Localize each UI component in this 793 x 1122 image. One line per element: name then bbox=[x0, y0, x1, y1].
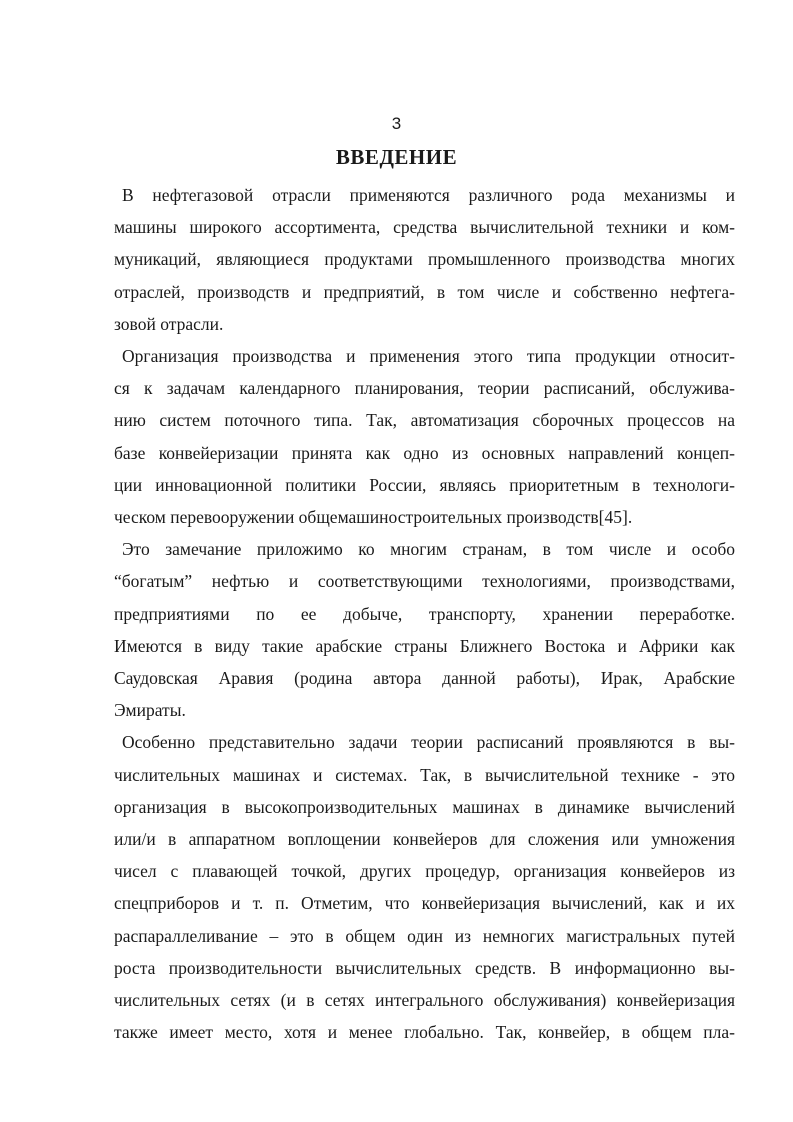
paragraph-3-line: Саудовская Аравия (родина автора данной работы), Ирак, Арабские bbox=[114, 668, 735, 688]
paragraph-2-line: базе конвейеризации принята как одно из основных направлений концеп- bbox=[114, 442, 735, 463]
paragraph-1-line: машины широкого ассортимента, средства вычислительной техники и ком- bbox=[114, 217, 735, 238]
paragraph-3-line: “богатым” нефтью и соответствующими технологиями, производствами, bbox=[114, 571, 735, 592]
paragraph-4-line: числительных сетях (и в сетях интегрального обслуживания) конвейеризация bbox=[114, 990, 735, 1010]
paragraph-2-line: ся к задачам календарного планирования, теории расписаний, обслужива- bbox=[114, 378, 735, 399]
paragraph-3-line: Имеются в виду такие арабские страны Ближнего Востока и Африки как bbox=[114, 635, 735, 656]
paragraph-2-line: нию систем поточного типа. Так, автоматизация сборочных процессов на bbox=[114, 410, 735, 431]
section-heading: ВВЕДЕНИЕ bbox=[335, 145, 458, 169]
paragraph-4-line: числительных машинах и системах. Так, в вычислительной технике - это bbox=[114, 764, 735, 785]
paragraph-2-line: ции инновационной политики России, являясь приоритетным в технологи- bbox=[114, 474, 735, 495]
paragraph-4-line: спецприборов и т. п. Отметим, что конвейеризация вычислений, как и их bbox=[114, 893, 735, 914]
paragraph-1-line: В нефтегазовой отрасли применяются различного рода механизмы и bbox=[122, 185, 735, 205]
paragraph-4-line: роста производительности вычислительных средств. В информационно вы- bbox=[114, 957, 735, 978]
paragraph-4-line: также имеет место, хотя и менее глобально. Так, конвейер, в общем пла- bbox=[114, 1022, 735, 1043]
paragraph-2-line: ческом перевооружении общемашиностроительных производств[45]. bbox=[114, 507, 633, 527]
paragraph-2-line: Организация производства и применения этого типа продукции относит- bbox=[122, 346, 735, 366]
paragraph-3-line: предприятиями по ее добыче, транспорту, хранении переработке. bbox=[114, 603, 735, 624]
paragraph-4-line: Особенно представительно задачи теории расписаний проявляются в вы- bbox=[122, 732, 735, 753]
paragraph-3-line: Эмираты. bbox=[114, 700, 186, 721]
paragraph-4-line: чисел с плавающей точкой, других процедур, организация конвейеров из bbox=[114, 861, 735, 882]
paragraph-1-line: отраслей, производств и предприятий, в том числе и собственно нефтега- bbox=[114, 281, 735, 302]
paragraph-4-line: распараллеливание – это в общем один из немногих магистральных путей bbox=[114, 925, 735, 946]
paragraph-3-line: Это замечание приложимо ко многим странам, в том числе и особо bbox=[122, 539, 735, 560]
paragraph-4-line: или/и в аппаратном воплощении конвейеров для сложения или умножения bbox=[114, 829, 735, 849]
paragraph-4-line: организация в высокопроизводительных машинах в динамике вычислений bbox=[114, 796, 735, 817]
paragraph-1-line: зовой отрасли. bbox=[114, 313, 224, 334]
paragraph-1-line: муникаций, являющиеся продуктами промышленного производства многих bbox=[114, 249, 735, 270]
page-number: 3 bbox=[391, 114, 402, 133]
